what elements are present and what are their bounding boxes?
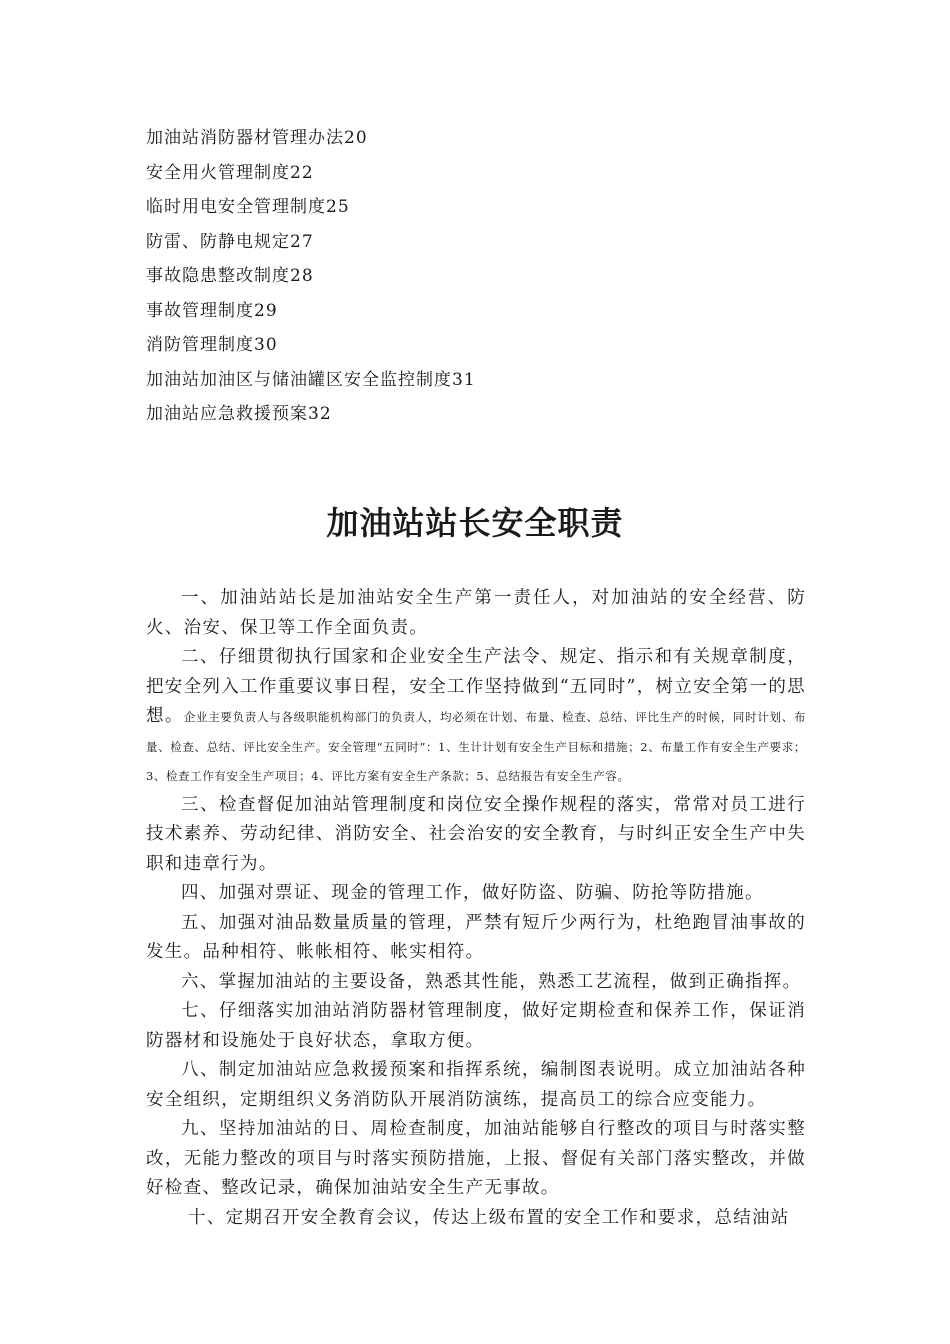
paragraph-7: 七、仔细落实加油站消防器材管理制度，做好定期检查和保养工作，保证消防器材和设施处于良好状态，拿取方便。: [146, 1001, 806, 1051]
toc-item: 加油站加油区与储油罐区安全监控制度31: [146, 369, 476, 390]
paragraph-1: 一、加油站站长是加油站安全生产第一责任人，对加油站的安全经营、防火、治安、保卫等工作全面负责。: [146, 588, 806, 638]
toc-item: 加油站应急救援预案32: [146, 404, 332, 424]
section-title: 加油站站长安全职责: [326, 504, 624, 542]
toc-item: 临时用电安全管理制度25: [146, 197, 350, 217]
section-body: [146, 584, 806, 1233]
paragraph-2-note: 企业主要负责人与各级职能机构部门的负责人，均必须在计划、布量、检查、总结、评比生产的时候，同时计划、布量、检查、总结、评比安全生产。安全管理“五同时”：1、生计计划有安全生产目标和措施；2、布量工作有安全生产要求；3、检查工作有安全生产项目；4、评比方案有安全生产条款；5、总结报告有安全生产容。: [146, 710, 806, 783]
toc-item: 加油站消防器材管理办法20: [146, 128, 368, 148]
toc-item: 消防管理制度30: [146, 335, 278, 355]
toc-item: 防雷、防静电规定27: [146, 231, 314, 252]
paragraph-8: 八、制定加油站应急救援预案和指挥系统，编制图表说明。成立加油站各种安全组织，定期组织义务消防队开展消防演练，提高员工的综合应变能力。: [146, 1060, 806, 1110]
toc-item: 事故管理制度29: [146, 300, 278, 321]
paragraph-6: 六、掌握加油站的主要设备，熟悉其性能，熟悉工艺流程，做到正确指挥。: [181, 971, 802, 992]
paragraph-9: 九、坚持加油站的日、周检查制度，加油站能够自行整改的项目与时落实整改，无能力整改的项目与时落实预防措施，上报、督促有关部门落实整改，并做好检查、整改记录，确保加油站安全生产无事故。: [146, 1119, 806, 1198]
paragraph-4: 四、加强对票证、现金的管理工作，做好防盗、防骗、防抢等防措施。: [181, 883, 764, 903]
table-of-contents: [146, 121, 846, 432]
paragraph-2-main: 二、仔细贯彻执行国家和企业安全生产法令、规定、指示和有关规章制度，把安全列入工作重要议事日程，安全工作坚持做到“五同时”，树立安全第一的思想。: [146, 647, 806, 726]
paragraph-3: 三、检查督促加油站管理制度和岗位安全操作规程的落实，常常对员工进行技术素养、劳动纪律、消防安全、社会治安的安全教育，与时纠正安全生产中失职和违章行为。: [146, 794, 806, 874]
paragraph-5: 五、加强对油品数量质量的管理，严禁有短斤少两行为，杜绝跑冒油事故的发生。品种相符、帐帐相符、帐实相符。: [146, 912, 806, 962]
paragraph-2: [146, 643, 806, 791]
paragraph-10: 十、定期召开安全教育会议，传达上级布置的安全工作和要求，总结油站: [188, 1207, 790, 1228]
toc-item: 事故隐患整改制度28: [146, 266, 314, 286]
toc-item: 安全用火管理制度22: [146, 162, 314, 183]
